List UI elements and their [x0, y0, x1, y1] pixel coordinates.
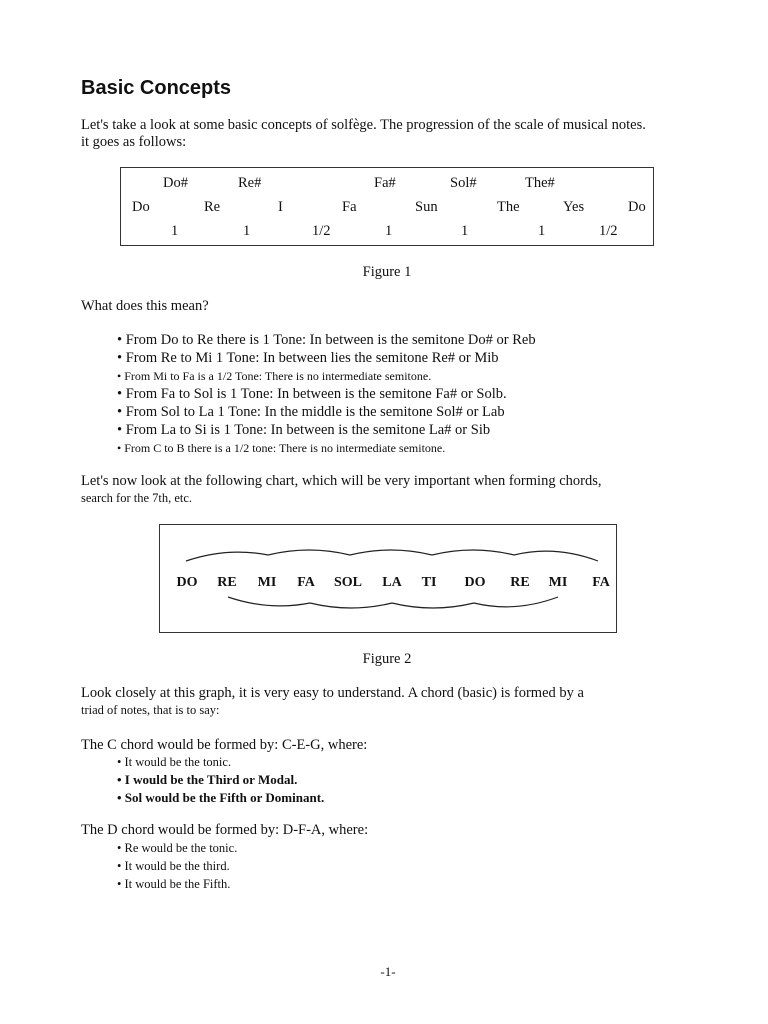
chart-note: FA: [592, 575, 610, 590]
c-chord-heading: The C chord would be formed by: C-E-G, where:: [81, 737, 368, 753]
lower-arc: [392, 603, 474, 608]
interval-value: 1: [243, 223, 251, 239]
sharp-note: Sol#: [450, 175, 477, 191]
interval-value: 1: [538, 223, 546, 239]
intro-line-2: it goes as follows:: [81, 134, 187, 150]
intro-paragraph: [81, 117, 646, 151]
c-chord-list: [117, 753, 324, 807]
interval-value: 1: [385, 223, 393, 239]
list-item: • From Fa to Sol is 1 Tone: In between is the semitone Fa# or Solb.: [117, 386, 507, 402]
list-item: • From Do to Re there is 1 Tone: In between is the semitone Do# or Reb: [117, 332, 536, 348]
chart-note: DO: [464, 575, 486, 590]
sharp-note: Do#: [163, 175, 188, 191]
list-item: • It would be the Fifth.: [117, 877, 231, 891]
figure-1-caption: Figure 1: [362, 264, 412, 280]
scale-note: Fa: [342, 199, 357, 215]
scale-note: Yes: [563, 199, 585, 215]
scale-note: Sun: [415, 199, 438, 215]
lower-arc: [474, 597, 558, 607]
chart-note: RE: [510, 575, 530, 590]
chart-note: RE: [217, 575, 237, 590]
scale-note: Do: [132, 199, 150, 215]
list-item: • It would be the third.: [117, 859, 230, 873]
chart-intro-line-2: search for the 7th, etc.: [81, 491, 193, 505]
sharp-note: The#: [525, 175, 555, 191]
d-chord-heading: The D chord would be formed by: D-F-A, where:: [81, 822, 369, 838]
list-item: • From C to B there is a 1/2 tone: There is no intermediate semitone.: [117, 441, 446, 455]
list-item: • Re would be the tonic.: [117, 841, 238, 855]
interval-value: 1: [461, 223, 469, 239]
upper-arc: [268, 550, 350, 555]
list-item: • It would be the tonic.: [117, 755, 232, 769]
interval-value: 1: [171, 223, 179, 239]
sharp-note: Fa#: [374, 175, 396, 191]
upper-arc: [186, 552, 268, 561]
scale-note: Re: [204, 199, 221, 215]
question-text: What does this mean?: [81, 298, 209, 314]
page-number: -1-: [380, 964, 396, 979]
sharp-note: Re#: [238, 175, 262, 191]
chart-note: TI: [421, 575, 437, 590]
d-chord-list: [117, 839, 237, 893]
graph-text-line-2: triad of notes, that is to say:: [81, 703, 220, 717]
figure-2-caption: Figure 2: [362, 651, 412, 667]
chart-note: SOL: [333, 575, 363, 590]
page-title: Basic Concepts: [81, 77, 232, 99]
chart-note: MI: [548, 575, 568, 590]
scale-note: The: [497, 199, 520, 215]
chart-note: LA: [382, 575, 402, 590]
list-item: • Sol would be the Fifth or Dominant.: [117, 790, 325, 805]
scale-note: Do: [628, 199, 646, 215]
chart-note: FA: [297, 575, 315, 590]
graph-text-line-1: Look closely at this graph, it is very easy to understand. A chord (basic) is formed by a: [81, 685, 584, 701]
list-item: • From Mi to Fa is a 1/2 Tone: There is no intermediate semitone.: [117, 369, 432, 383]
interval-value: 1/2: [312, 223, 331, 239]
list-item: • From Sol to La 1 Tone: In the middle is the semitone Sol# or Lab: [117, 404, 505, 420]
upper-arc: [350, 550, 432, 555]
interval-bullet-list: [117, 331, 677, 457]
interval-value: 1/2: [599, 223, 618, 239]
graph-explanation-paragraph: [81, 685, 584, 718]
upper-arc: [432, 550, 514, 555]
list-item: • I would be the Third or Modal.: [117, 772, 298, 787]
figure-2-note-chart: [159, 524, 617, 633]
chart-note: DO: [176, 575, 198, 590]
upper-arc: [514, 551, 598, 561]
chart-note: MI: [257, 575, 277, 590]
chart-intro-line-1: Let's now look at the following chart, which will be very important when forming chords,: [81, 473, 602, 489]
chart-intro-paragraph: [81, 473, 601, 506]
list-item: • From La to Si is 1 Tone: In between is the semitone La# or Sib: [117, 422, 491, 438]
intro-line-1: Let's take a look at some basic concepts of solfège. The progression of the scale of musical notes.: [81, 117, 646, 133]
figure-1-scale-table: [120, 167, 654, 246]
list-item: • From Re to Mi 1 Tone: In between lies the semitone Re# or Mib: [117, 350, 499, 366]
scale-note: I: [278, 199, 283, 215]
lower-arc: [310, 603, 392, 608]
lower-arc: [228, 597, 310, 606]
